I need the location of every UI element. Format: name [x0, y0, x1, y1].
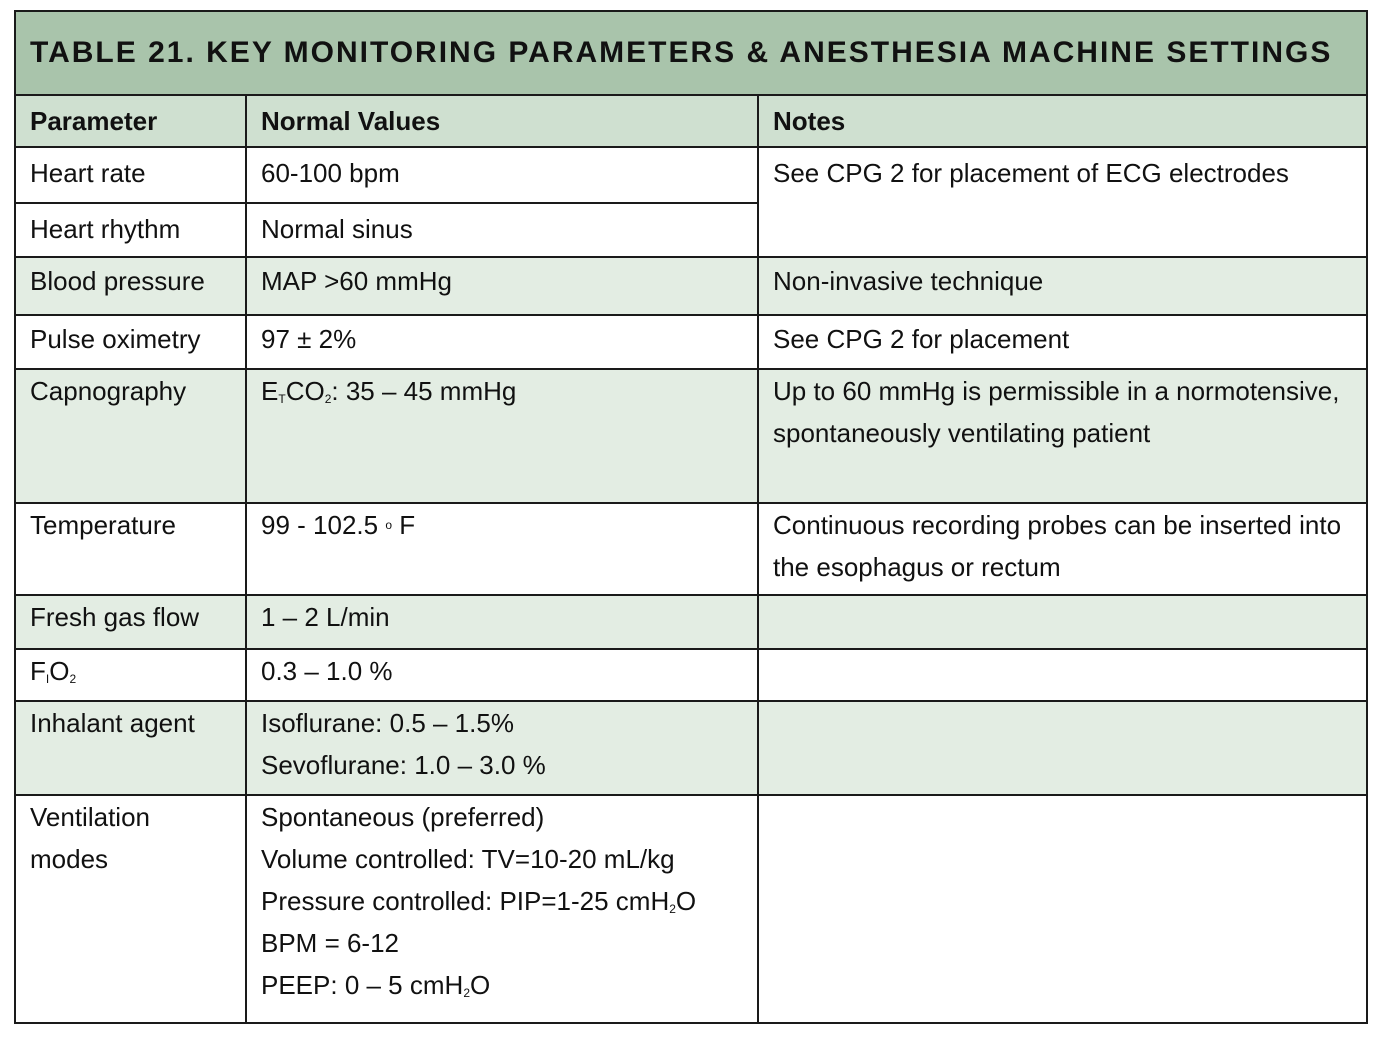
- cell-parameter: Pulse oximetry: [15, 315, 246, 369]
- table-title-row: [15, 11, 1367, 95]
- cell-parameter: Heart rhythm: [15, 203, 246, 257]
- cell-value: $E_TCO_2$: 35 – 45 mmHg: [246, 369, 758, 503]
- table-row: [15, 257, 1367, 315]
- cell-parameter: Fresh gas flow: [15, 595, 246, 649]
- cell-value: 97 ± 2%: [246, 315, 758, 369]
- cell-note: See CPG 2 for placement of ECG electrodes: [758, 147, 1367, 257]
- column-header-parameter: Parameter: [15, 95, 246, 147]
- cell-value: 0.3 – 1.0 %: [246, 649, 758, 701]
- table-row: [15, 147, 1367, 203]
- cell-note: Continuous recording probes can be inserted into the esophagus or rectum: [758, 503, 1367, 595]
- table-row: [15, 701, 1367, 795]
- table-row: [15, 503, 1367, 595]
- table-row: [15, 795, 1367, 1023]
- cell-note: [758, 795, 1367, 1023]
- cell-value: 99 - 102.5 $^o$ F: [246, 503, 758, 595]
- table-row: [15, 315, 1367, 369]
- cell-parameter: Blood pressure: [15, 257, 246, 315]
- cell-note: Non-invasive technique: [758, 257, 1367, 315]
- table-row: [15, 649, 1367, 701]
- cell-note: Up to 60 mmHg is permissible in a normotensive, spontaneously ventilating patient: [758, 369, 1367, 503]
- cell-value: MAP >60 mmHg: [246, 257, 758, 315]
- table-row: [15, 595, 1367, 649]
- cell-parameter: Inhalant agent: [15, 701, 246, 795]
- cell-value: Isoflurane: 0.5 – 1.5% Sevoflurane: 1.0 – 3.0 %: [246, 701, 758, 795]
- cell-value: 1 – 2 L/min: [246, 595, 758, 649]
- column-header-notes: Notes: [758, 95, 1367, 147]
- cell-parameter: Temperature: [15, 503, 246, 595]
- cell-parameter: Heart rate: [15, 147, 246, 203]
- cell-note: See CPG 2 for placement: [758, 315, 1367, 369]
- cell-note: [758, 649, 1367, 701]
- monitoring-parameters-table: [14, 10, 1368, 1024]
- cell-parameter: Capnography: [15, 369, 246, 503]
- table-row: [15, 369, 1367, 503]
- cell-value: Normal sinus: [246, 203, 758, 257]
- cell-note: [758, 595, 1367, 649]
- cell-note: [758, 701, 1367, 795]
- cell-value: Spontaneous (preferred) Volume controlled: TV=10-20 mL/kg Pressure controlled: PIP=1-25 cmH$_2$O BPM = 6-12 PEEP: 0 – 5 cmH$_2$O: [246, 795, 758, 1023]
- header-row: [15, 95, 1367, 147]
- table-title: TABLE 21. KEY MONITORING PARAMETERS & ANESTHESIA MACHINE SETTINGS: [15, 11, 1367, 95]
- column-header-normal-values: Normal Values: [246, 95, 758, 147]
- cell-parameter: Ventilation modes: [15, 795, 246, 1023]
- cell-value: 60-100 bpm: [246, 147, 758, 203]
- cell-parameter: $F_IO_2$: [15, 649, 246, 701]
